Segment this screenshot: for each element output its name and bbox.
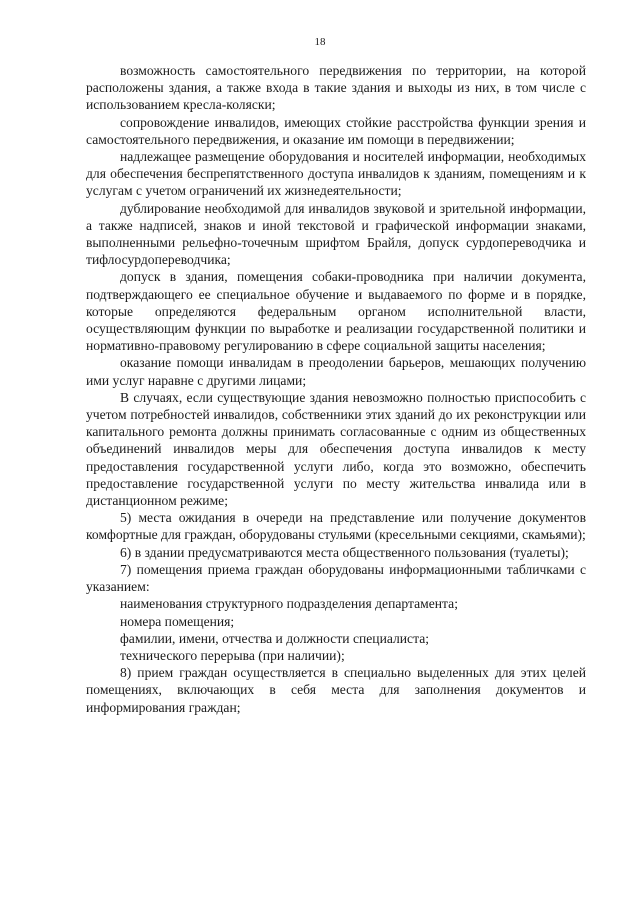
paragraph-reception: 8) прием граждан осуществляется в специально выделенных для этих целей помещениях, включающих в себя места для заполнения документов и информирования граждан; — [86, 665, 586, 715]
paragraph-assistance: оказание помощи инвалидам в преодолении барьеров, мешающих получению ими услуг наравне с другими лицами; — [86, 355, 586, 388]
list-item-specialist: фамилии, имени, отчества и должности специалиста; — [120, 630, 430, 646]
paragraph-mobility: возможность самостоятельного передвижения по территории, на которой расположены здания, а также входа в такие здания и выходы из них, в том числе с использованием кресла-коляски; — [86, 63, 586, 113]
paragraph-info-plates: 7) помещения приема граждан оборудованы информационными табличками с указанием: — [86, 561, 586, 595]
paragraph-escort: сопровождение инвалидов, имеющих стойкие расстройства функции зрения и самостоятельного передвижения, и оказание им помощи в передвижении; — [86, 114, 586, 147]
paragraph-waiting-areas: 5) места ожидания в очереди на представление или получение документов комфортные для граждан, оборудованы стульями (кресельными секциями, скамьями); — [86, 510, 586, 543]
page-number: 18 — [314, 36, 326, 48]
list-item-room-number: номера помещения; — [120, 613, 235, 629]
list-item-break: технического перерыва (при наличии); — [120, 647, 345, 663]
paragraph-existing-buildings: В случаях, если существующие здания невозможно полностью приспособить с учетом потребностей инвалидов, собственники этих зданий до их реконструкции или капитального ремонта должны принимать согласованные с одним из общественных объединений инвалидов меры для обеспечения доступа инвалидов к месту предоставления государственной услуги либо, когда это возможно, обеспечить предоставление государственной услуги по месту жительства инвалида или в дистанционном режиме; — [86, 389, 586, 509]
list-item-department-name: наименования структурного подразделения департамента; — [120, 596, 458, 612]
paragraph-restrooms: 6) в здании предусматриваются места общественного пользования (туалеты); — [120, 544, 569, 560]
paragraph-guide-dog: допуск в здания, помещения собаки-проводника при наличии документа, подтверждающего ее специальное обучение и выдаваемого по форме и в порядке, которые определяются федеральным органом исполнительной власти, осуществляющим функции по выработке и реализации государственной политики и нормативно-правовому регулированию в сфере социальной защиты населения; — [86, 269, 586, 354]
paragraph-equipment: надлежащее размещение оборудования и носителей информации, необходимых для обеспечения беспрепятственного доступа инвалидов к зданиям, помещениям и к услугам с учетом ограничений их жизнедеятельности; — [86, 149, 586, 199]
paragraph-duplication: дублирование необходимой для инвалидов звуковой и зрительной информации, а также надписей, знаков и иной текстовой и графической информации знаками, выполненными рельефно-точечным шрифтом Брайля, допуск сурдопереводчика и тифлосурдопереводчика; — [86, 200, 586, 268]
document-body — [86, 62, 586, 716]
